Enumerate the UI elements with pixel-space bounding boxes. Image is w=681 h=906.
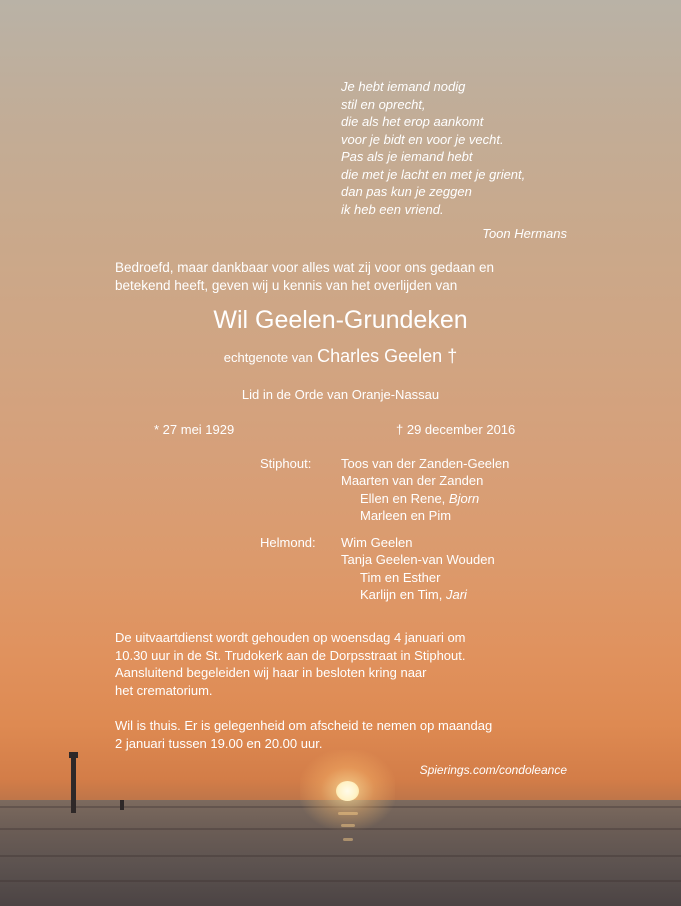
grandchild-line — [341, 586, 495, 603]
grandchild-line — [341, 490, 509, 507]
intro-line: betekend heeft, geven wij u kennis van het overlijden van — [115, 277, 458, 293]
deceased-name: Wil Geelen-Grundeken — [213, 306, 468, 334]
grandchild-names: Karlijn en Tim, — [360, 586, 443, 602]
family-member: Maarten van der Zanden — [341, 473, 484, 489]
poem-author: Toon Hermans — [482, 226, 567, 241]
family-members — [341, 534, 495, 603]
grandchild-line — [341, 569, 495, 586]
visitation-info — [115, 717, 492, 752]
beach-pole — [71, 756, 76, 813]
setting-sun — [336, 781, 359, 801]
spouse-line — [0, 346, 681, 367]
family-member: Toos van der Zanden-Geelen — [341, 456, 510, 471]
service-line: 10.30 uur in de St. Trudokerk aan de Dorpsstraat in Stiphout. — [115, 647, 466, 663]
grandchild-names: Tim en Esther — [360, 569, 441, 585]
grandchild-names: Ellen en Rene, — [360, 490, 446, 506]
poem-line: Je hebt iemand nodig — [341, 79, 466, 94]
poem-line: stil en oprecht, — [341, 96, 426, 112]
spouse-prefix: echtgenote van — [223, 350, 313, 365]
order-membership: Lid in de Orde van Oranje-Nassau — [241, 387, 440, 402]
poem-line: die met je lacht en met je grient, — [341, 166, 526, 182]
death-date: † 29 december 2016 — [396, 422, 516, 437]
service-line: De uitvaartdienst wordt gehouden op woensdag 4 januari om — [115, 630, 466, 645]
grandchild-line — [341, 507, 509, 524]
poem-line: Pas als je iemand hebt — [341, 149, 473, 164]
great-grandchild-name: Bjorn — [448, 490, 480, 506]
funeral-service-info — [115, 629, 466, 699]
spouse-name: Charles Geelen † — [317, 346, 458, 366]
great-grandchild-name: Jari — [446, 586, 467, 602]
service-line: Aansluitend begeleiden wij haar in besloten kring naar — [115, 665, 427, 680]
family-place: Helmond: — [260, 535, 316, 550]
visit-line: Wil is thuis. Er is gelegenheid om afscheid te nemen op maandag — [115, 718, 493, 733]
family-place: Stiphout: — [260, 456, 312, 471]
family-members — [341, 455, 509, 524]
sun-reflection — [343, 838, 353, 841]
poem-line: dan pas kun je zeggen — [341, 184, 472, 199]
wave-line — [0, 855, 681, 857]
intro-line: Bedroefd, maar dankbaar voor alles wat zij voor ons gedaan en — [115, 260, 494, 275]
sun-reflection — [338, 812, 358, 815]
beach-post — [120, 800, 124, 810]
wave-line — [0, 880, 681, 882]
poem-line: voor je bidt en voor je vecht. — [341, 131, 504, 147]
announcement-intro — [115, 259, 494, 294]
grandchild-names: Marleen en Pim — [360, 507, 452, 523]
visit-line: 2 januari tussen 19.00 en 20.00 uur. — [115, 735, 323, 751]
poem-line: ik heb een vriend. — [341, 201, 444, 217]
service-line: het crematorium. — [115, 682, 213, 698]
poem-line: die als het erop aankomt — [341, 114, 484, 129]
condolence-website[interactable]: Spierings.com/condoleance — [419, 763, 567, 777]
family-member: Wim Geelen — [341, 535, 413, 550]
family-member: Tanja Geelen-van Wouden — [341, 552, 495, 568]
poem — [341, 78, 525, 218]
sun-reflection — [341, 824, 355, 827]
birth-date: * 27 mei 1929 — [154, 422, 235, 437]
